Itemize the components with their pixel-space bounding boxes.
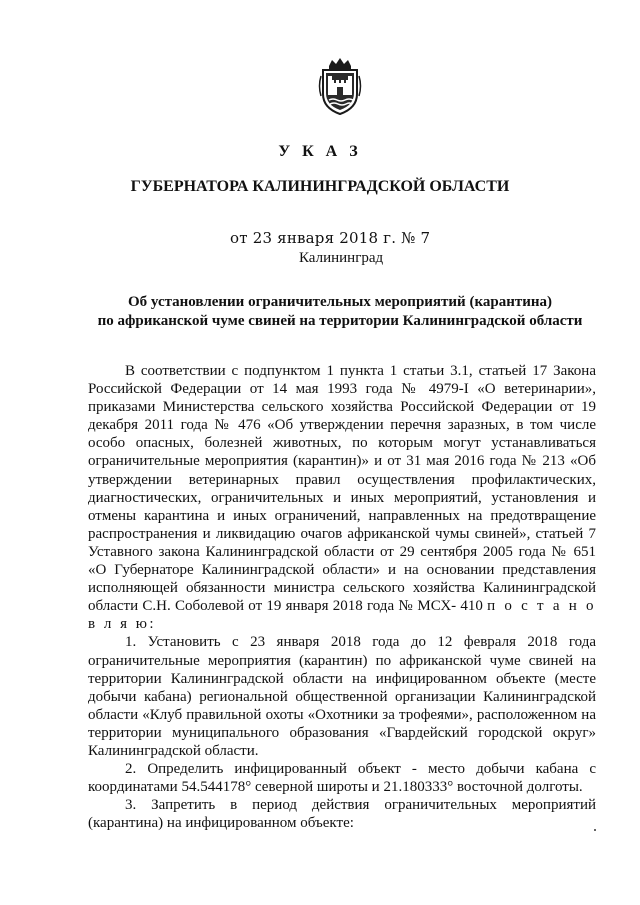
issuer-heading: ГУБЕРНАТОРА КАЛИНИНГРАДСКОЙ ОБЛАСТИ bbox=[130, 178, 510, 195]
item-3-paragraph: 3. Запретить в период действия ограничительных мероприятий (карантина) на инфицированном объекте: bbox=[88, 797, 596, 832]
item-2-paragraph: 2. Определить инфицированный объект - место добычи кабана с координатами 54.544178° северной широты и 21.180333° восточной долготы. bbox=[88, 761, 596, 796]
decree-body bbox=[88, 362, 596, 832]
resolve-word: п о с т а н о в л я ю: bbox=[88, 598, 596, 633]
decree-title-line-2: по африканской чуме свиней на территории Калининградской области bbox=[97, 313, 583, 329]
decree-title-line-1: Об установлении ограничительных мероприятий (карантина) bbox=[127, 294, 552, 310]
decree-title bbox=[60, 293, 620, 331]
date-and-number: от 23 января 2018 г. № 7 bbox=[230, 229, 431, 247]
decree-label: У К А З bbox=[278, 143, 362, 160]
preamble-paragraph bbox=[88, 362, 596, 633]
city-name: Калининград bbox=[299, 250, 384, 266]
scan-speck bbox=[594, 829, 596, 831]
preamble-text: В соответствии с подпунктом 1 пункта 1 статьи 3.1, статьей 17 Закона Российской Федерации от 14 мая 1993 года № 4979-I «О ветеринарии», приказами Министерства сельского хозяйства Российской Федерации от 19 декабря 2011 года № 476 «Об утверждении перечня заразных, в том числе особо опасных, болезней животных, по которым могут устанавливаться ограничительные мероприятия (карантин)» и от 31 мая 2016 года № 213 «Об утверждении ветеринарных правил осуществления профилактических, диагностических, ограничительных и иных мероприятий, установления и отмены карантина и иных ограничений, направленных на предотвращение распространения и ликвидацию очагов африканской чумы свиней», статьей 7 Уставного закона Калининградской области от 29 сентября 2005 года № 651 «О Губернаторе Калининградской области» и на основании представления исполняющей обязанности министра сельского хозяйства Калининградской области С.Н. Соболевой от 19 января 2018 года № МСХ- 410 bbox=[88, 363, 596, 615]
coat-of-arms-kaliningrad-icon bbox=[317, 56, 363, 116]
item-1-paragraph: 1. Установить с 23 января 2018 года до 12 февраля 2018 года ограничительные мероприятия (карантин) по африканской чуме свиней на территории Калининградской области на инфицированном объекте (месте добычи кабана) региональной общественной организации Калининградской области «Клуб правильной охоты «Охотники за трофеями», расположенном на территории муниципального образования «Гвардейский городской округ» Калининградской области. bbox=[88, 634, 596, 759]
